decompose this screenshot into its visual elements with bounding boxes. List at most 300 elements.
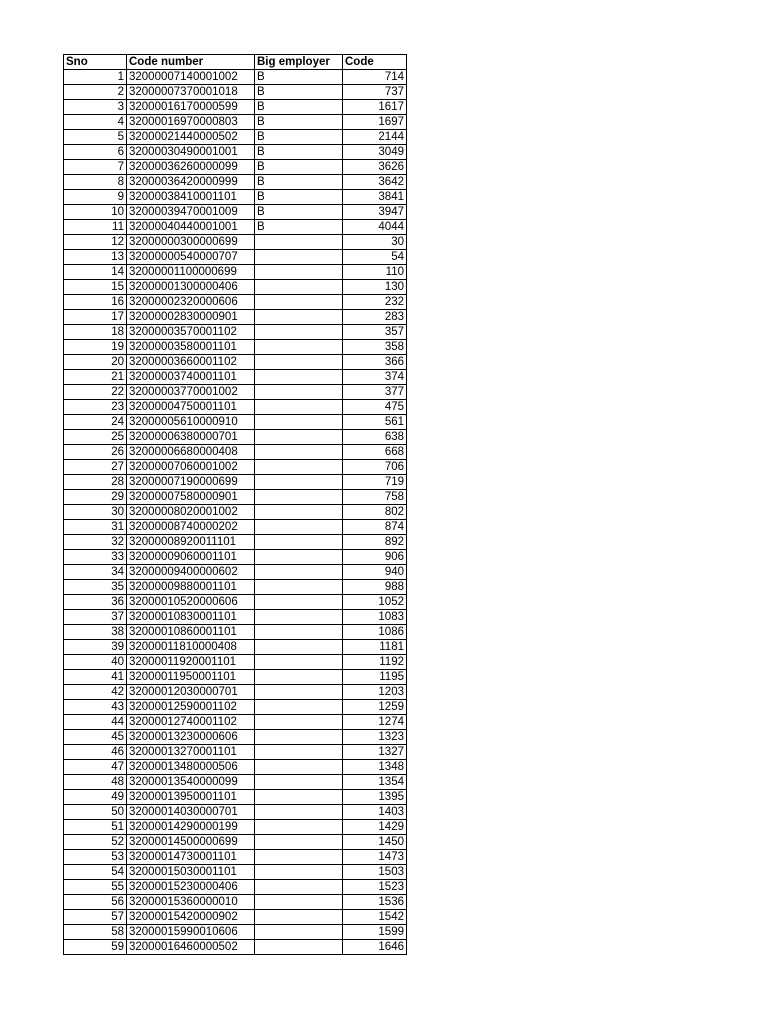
table-row — [64, 100, 407, 115]
table-row — [64, 265, 407, 280]
cell-code: 758 — [343, 490, 407, 505]
table-row — [64, 430, 407, 445]
cell-big-employer — [255, 910, 343, 925]
cell-code: 1536 — [343, 895, 407, 910]
cell-big-employer — [255, 580, 343, 595]
table-row — [64, 115, 407, 130]
cell-code-number: 32000009060001101 — [127, 550, 255, 565]
cell-code-number: 32000015030001101 — [127, 865, 255, 880]
cell-code: 737 — [343, 85, 407, 100]
cell-sno: 27 — [64, 460, 127, 475]
cell-sno: 6 — [64, 145, 127, 160]
cell-code: 714 — [343, 70, 407, 85]
cell-big-employer — [255, 325, 343, 340]
cell-sno: 9 — [64, 190, 127, 205]
cell-code: 1259 — [343, 700, 407, 715]
cell-code: 1192 — [343, 655, 407, 670]
table-row — [64, 535, 407, 550]
cell-big-employer — [255, 670, 343, 685]
cell-code-number: 32000015360000010 — [127, 895, 255, 910]
cell-code-number: 32000007580000901 — [127, 490, 255, 505]
cell-code: 1354 — [343, 775, 407, 790]
cell-big-employer: B — [255, 70, 343, 85]
cell-code: 358 — [343, 340, 407, 355]
cell-big-employer — [255, 415, 343, 430]
cell-sno: 23 — [64, 400, 127, 415]
cell-code: 638 — [343, 430, 407, 445]
cell-big-employer — [255, 445, 343, 460]
cell-code-number: 32000021440000502 — [127, 130, 255, 145]
table-row — [64, 820, 407, 835]
cell-big-employer — [255, 820, 343, 835]
cell-code-number: 32000008740000202 — [127, 520, 255, 535]
cell-code: 1195 — [343, 670, 407, 685]
cell-sno: 8 — [64, 175, 127, 190]
table-row — [64, 295, 407, 310]
cell-big-employer — [255, 715, 343, 730]
cell-code-number: 32000002320000606 — [127, 295, 255, 310]
table-row — [64, 715, 407, 730]
table-row — [64, 775, 407, 790]
cell-big-employer — [255, 880, 343, 895]
table-row — [64, 145, 407, 160]
cell-big-employer — [255, 805, 343, 820]
table-row — [64, 895, 407, 910]
cell-code: 283 — [343, 310, 407, 325]
cell-code-number: 32000006680000408 — [127, 445, 255, 460]
cell-code: 1323 — [343, 730, 407, 745]
cell-big-employer — [255, 505, 343, 520]
cell-sno: 47 — [64, 760, 127, 775]
cell-code-number: 32000038410001101 — [127, 190, 255, 205]
table-row — [64, 400, 407, 415]
cell-code: 1473 — [343, 850, 407, 865]
cell-code: 1083 — [343, 610, 407, 625]
cell-big-employer — [255, 745, 343, 760]
table-row — [64, 415, 407, 430]
cell-big-employer — [255, 595, 343, 610]
table-row — [64, 805, 407, 820]
cell-sno: 32 — [64, 535, 127, 550]
cell-big-employer — [255, 610, 343, 625]
cell-big-employer — [255, 355, 343, 370]
cell-sno: 18 — [64, 325, 127, 340]
cell-sno: 26 — [64, 445, 127, 460]
cell-big-employer — [255, 460, 343, 475]
table-row — [64, 550, 407, 565]
cell-code: 719 — [343, 475, 407, 490]
cell-code: 54 — [343, 250, 407, 265]
cell-code: 1697 — [343, 115, 407, 130]
cell-code-number: 32000008920011101 — [127, 535, 255, 550]
cell-code-number: 32000040440001001 — [127, 220, 255, 235]
cell-code: 1523 — [343, 880, 407, 895]
table-row — [64, 160, 407, 175]
table-row — [64, 355, 407, 370]
cell-code: 475 — [343, 400, 407, 415]
cell-code: 2144 — [343, 130, 407, 145]
cell-big-employer — [255, 520, 343, 535]
table-row — [64, 745, 407, 760]
cell-code-number: 32000013540000099 — [127, 775, 255, 790]
cell-code: 1429 — [343, 820, 407, 835]
cell-code-number: 32000016170000599 — [127, 100, 255, 115]
cell-big-employer — [255, 700, 343, 715]
table-row — [64, 880, 407, 895]
cell-sno: 29 — [64, 490, 127, 505]
cell-code: 1086 — [343, 625, 407, 640]
cell-sno: 58 — [64, 925, 127, 940]
cell-code-number: 32000012740001102 — [127, 715, 255, 730]
cell-sno: 44 — [64, 715, 127, 730]
cell-big-employer — [255, 865, 343, 880]
cell-code: 1503 — [343, 865, 407, 880]
cell-sno: 22 — [64, 385, 127, 400]
cell-big-employer: B — [255, 190, 343, 205]
cell-code: 874 — [343, 520, 407, 535]
cell-code: 1348 — [343, 760, 407, 775]
header-code-number: Code number — [127, 55, 255, 70]
cell-code: 940 — [343, 565, 407, 580]
table-row — [64, 340, 407, 355]
table-row — [64, 385, 407, 400]
cell-sno: 48 — [64, 775, 127, 790]
cell-sno: 20 — [64, 355, 127, 370]
cell-code: 1395 — [343, 790, 407, 805]
cell-sno: 15 — [64, 280, 127, 295]
cell-code-number: 32000012030000701 — [127, 685, 255, 700]
cell-code-number: 32000007140001002 — [127, 70, 255, 85]
cell-code: 1181 — [343, 640, 407, 655]
cell-sno: 37 — [64, 610, 127, 625]
cell-big-employer — [255, 535, 343, 550]
table-row — [64, 565, 407, 580]
cell-code-number: 32000005610000910 — [127, 415, 255, 430]
cell-big-employer — [255, 640, 343, 655]
cell-sno: 16 — [64, 295, 127, 310]
cell-code-number: 32000014730001101 — [127, 850, 255, 865]
cell-big-employer: B — [255, 115, 343, 130]
cell-code-number: 32000013270001101 — [127, 745, 255, 760]
cell-sno: 19 — [64, 340, 127, 355]
table-row — [64, 190, 407, 205]
cell-code: 374 — [343, 370, 407, 385]
cell-code-number: 32000007190000699 — [127, 475, 255, 490]
cell-big-employer — [255, 565, 343, 580]
cell-code: 232 — [343, 295, 407, 310]
table-row — [64, 520, 407, 535]
table-row — [64, 460, 407, 475]
cell-code: 1403 — [343, 805, 407, 820]
cell-sno: 52 — [64, 835, 127, 850]
cell-big-employer — [255, 235, 343, 250]
cell-code-number: 32000001300000406 — [127, 280, 255, 295]
table-row — [64, 790, 407, 805]
cell-sno: 56 — [64, 895, 127, 910]
cell-code: 1274 — [343, 715, 407, 730]
cell-big-employer — [255, 250, 343, 265]
cell-code-number: 32000016460000502 — [127, 940, 255, 955]
cell-code-number: 32000008020001002 — [127, 505, 255, 520]
cell-sno: 34 — [64, 565, 127, 580]
cell-code-number: 32000036420000999 — [127, 175, 255, 190]
cell-sno: 17 — [64, 310, 127, 325]
cell-code-number: 32000003580001101 — [127, 340, 255, 355]
cell-code: 1617 — [343, 100, 407, 115]
cell-sno: 10 — [64, 205, 127, 220]
cell-code-number: 32000015230000406 — [127, 880, 255, 895]
cell-big-employer — [255, 655, 343, 670]
cell-big-employer — [255, 295, 343, 310]
cell-sno: 28 — [64, 475, 127, 490]
table-row — [64, 865, 407, 880]
cell-code: 377 — [343, 385, 407, 400]
cell-big-employer — [255, 430, 343, 445]
cell-sno: 24 — [64, 415, 127, 430]
cell-big-employer — [255, 850, 343, 865]
table-row — [64, 730, 407, 745]
cell-sno: 43 — [64, 700, 127, 715]
cell-sno: 49 — [64, 790, 127, 805]
table-row — [64, 445, 407, 460]
cell-code: 4044 — [343, 220, 407, 235]
cell-code-number: 32000039470001009 — [127, 205, 255, 220]
cell-sno: 35 — [64, 580, 127, 595]
table-row — [64, 490, 407, 505]
cell-code: 892 — [343, 535, 407, 550]
table-row — [64, 640, 407, 655]
table-body — [64, 70, 407, 955]
cell-big-employer — [255, 265, 343, 280]
header-big-employer: Big employer — [255, 55, 343, 70]
table-row — [64, 625, 407, 640]
cell-code-number: 32000030490001001 — [127, 145, 255, 160]
cell-sno: 3 — [64, 100, 127, 115]
cell-code: 1646 — [343, 940, 407, 955]
cell-big-employer — [255, 400, 343, 415]
cell-big-employer — [255, 340, 343, 355]
table-row — [64, 220, 407, 235]
cell-code: 366 — [343, 355, 407, 370]
cell-code: 1450 — [343, 835, 407, 850]
cell-sno: 50 — [64, 805, 127, 820]
cell-code-number: 32000015420000902 — [127, 910, 255, 925]
cell-sno: 36 — [64, 595, 127, 610]
table-row — [64, 850, 407, 865]
table-row — [64, 370, 407, 385]
cell-code: 3947 — [343, 205, 407, 220]
cell-code-number: 32000015990010606 — [127, 925, 255, 940]
cell-sno: 21 — [64, 370, 127, 385]
cell-code-number: 32000014030000701 — [127, 805, 255, 820]
cell-big-employer — [255, 895, 343, 910]
cell-sno: 31 — [64, 520, 127, 535]
header-code: Code — [343, 55, 407, 70]
table-row — [64, 610, 407, 625]
cell-sno: 30 — [64, 505, 127, 520]
cell-sno: 14 — [64, 265, 127, 280]
cell-code-number: 32000004750001101 — [127, 400, 255, 415]
cell-sno: 5 — [64, 130, 127, 145]
cell-big-employer — [255, 775, 343, 790]
table-row — [64, 325, 407, 340]
cell-big-employer: B — [255, 175, 343, 190]
cell-code-number: 32000007060001002 — [127, 460, 255, 475]
cell-sno: 7 — [64, 160, 127, 175]
cell-big-employer: B — [255, 130, 343, 145]
cell-sno: 53 — [64, 850, 127, 865]
cell-big-employer — [255, 475, 343, 490]
code-table — [63, 54, 407, 955]
cell-sno: 1 — [64, 70, 127, 85]
cell-code-number: 32000013480000506 — [127, 760, 255, 775]
table-row — [64, 925, 407, 940]
cell-sno: 40 — [64, 655, 127, 670]
cell-code-number: 32000003570001102 — [127, 325, 255, 340]
cell-big-employer — [255, 490, 343, 505]
cell-code-number: 32000013950001101 — [127, 790, 255, 805]
cell-code: 1542 — [343, 910, 407, 925]
cell-code-number: 32000013230000606 — [127, 730, 255, 745]
table-row — [64, 580, 407, 595]
cell-code-number: 32000014290000199 — [127, 820, 255, 835]
cell-sno: 38 — [64, 625, 127, 640]
cell-big-employer — [255, 280, 343, 295]
cell-sno: 39 — [64, 640, 127, 655]
table-row — [64, 685, 407, 700]
cell-code-number: 32000011950001101 — [127, 670, 255, 685]
cell-code-number: 32000012590001102 — [127, 700, 255, 715]
cell-sno: 13 — [64, 250, 127, 265]
cell-code-number: 32000011920001101 — [127, 655, 255, 670]
cell-big-employer — [255, 835, 343, 850]
cell-sno: 59 — [64, 940, 127, 955]
cell-code: 906 — [343, 550, 407, 565]
cell-big-employer — [255, 370, 343, 385]
cell-code: 130 — [343, 280, 407, 295]
cell-big-employer — [255, 685, 343, 700]
cell-big-employer — [255, 790, 343, 805]
cell-code: 3642 — [343, 175, 407, 190]
cell-code-number: 32000010860001101 — [127, 625, 255, 640]
cell-code: 110 — [343, 265, 407, 280]
cell-big-employer: B — [255, 220, 343, 235]
cell-code: 3626 — [343, 160, 407, 175]
table-row — [64, 310, 407, 325]
cell-sno: 11 — [64, 220, 127, 235]
table-row — [64, 130, 407, 145]
cell-code: 1052 — [343, 595, 407, 610]
table-row — [64, 505, 407, 520]
table-row — [64, 250, 407, 265]
cell-sno: 45 — [64, 730, 127, 745]
cell-sno: 54 — [64, 865, 127, 880]
table-row — [64, 595, 407, 610]
cell-code-number: 32000014500000699 — [127, 835, 255, 850]
cell-big-employer: B — [255, 100, 343, 115]
cell-code-number: 32000003770001002 — [127, 385, 255, 400]
cell-code-number: 32000002830000901 — [127, 310, 255, 325]
table-row — [64, 280, 407, 295]
cell-code: 1327 — [343, 745, 407, 760]
cell-code-number: 32000010520000606 — [127, 595, 255, 610]
table-row — [64, 175, 407, 190]
cell-code: 30 — [343, 235, 407, 250]
table-row — [64, 835, 407, 850]
cell-code: 668 — [343, 445, 407, 460]
table-row — [64, 910, 407, 925]
header-sno: Sno — [64, 55, 127, 70]
cell-code: 3841 — [343, 190, 407, 205]
table-row — [64, 670, 407, 685]
cell-big-employer: B — [255, 160, 343, 175]
cell-big-employer — [255, 385, 343, 400]
table-row — [64, 655, 407, 670]
cell-code-number: 32000000540000707 — [127, 250, 255, 265]
cell-sno: 33 — [64, 550, 127, 565]
table-row — [64, 235, 407, 250]
cell-sno: 46 — [64, 745, 127, 760]
table-row — [64, 205, 407, 220]
cell-code-number: 32000009400000602 — [127, 565, 255, 580]
cell-sno: 12 — [64, 235, 127, 250]
cell-code: 357 — [343, 325, 407, 340]
cell-big-employer — [255, 760, 343, 775]
table-row — [64, 70, 407, 85]
cell-code-number: 32000007370001018 — [127, 85, 255, 100]
cell-sno: 42 — [64, 685, 127, 700]
header-row — [64, 55, 407, 70]
cell-code-number: 32000036260000099 — [127, 160, 255, 175]
table-row — [64, 85, 407, 100]
cell-big-employer — [255, 925, 343, 940]
cell-code-number: 32000010830001101 — [127, 610, 255, 625]
cell-code-number: 32000001100000699 — [127, 265, 255, 280]
table-row — [64, 940, 407, 955]
cell-big-employer — [255, 940, 343, 955]
table-row — [64, 700, 407, 715]
cell-code-number: 32000003740001101 — [127, 370, 255, 385]
cell-code-number: 32000011810000408 — [127, 640, 255, 655]
cell-code-number: 32000009880001101 — [127, 580, 255, 595]
cell-big-employer: B — [255, 85, 343, 100]
cell-code: 561 — [343, 415, 407, 430]
cell-code: 1203 — [343, 685, 407, 700]
cell-code: 988 — [343, 580, 407, 595]
cell-sno: 57 — [64, 910, 127, 925]
cell-sno: 2 — [64, 85, 127, 100]
table-row — [64, 475, 407, 490]
cell-big-employer — [255, 310, 343, 325]
cell-code: 802 — [343, 505, 407, 520]
cell-big-employer — [255, 730, 343, 745]
table-row — [64, 760, 407, 775]
cell-big-employer: B — [255, 205, 343, 220]
cell-code-number: 32000000300000699 — [127, 235, 255, 250]
cell-code-number: 32000016970000803 — [127, 115, 255, 130]
cell-code-number: 32000006380000701 — [127, 430, 255, 445]
cell-sno: 51 — [64, 820, 127, 835]
cell-code: 3049 — [343, 145, 407, 160]
cell-sno: 41 — [64, 670, 127, 685]
cell-sno: 55 — [64, 880, 127, 895]
cell-big-employer — [255, 550, 343, 565]
cell-big-employer: B — [255, 145, 343, 160]
cell-code-number: 32000003660001102 — [127, 355, 255, 370]
cell-sno: 25 — [64, 430, 127, 445]
cell-sno: 4 — [64, 115, 127, 130]
cell-code: 1599 — [343, 925, 407, 940]
